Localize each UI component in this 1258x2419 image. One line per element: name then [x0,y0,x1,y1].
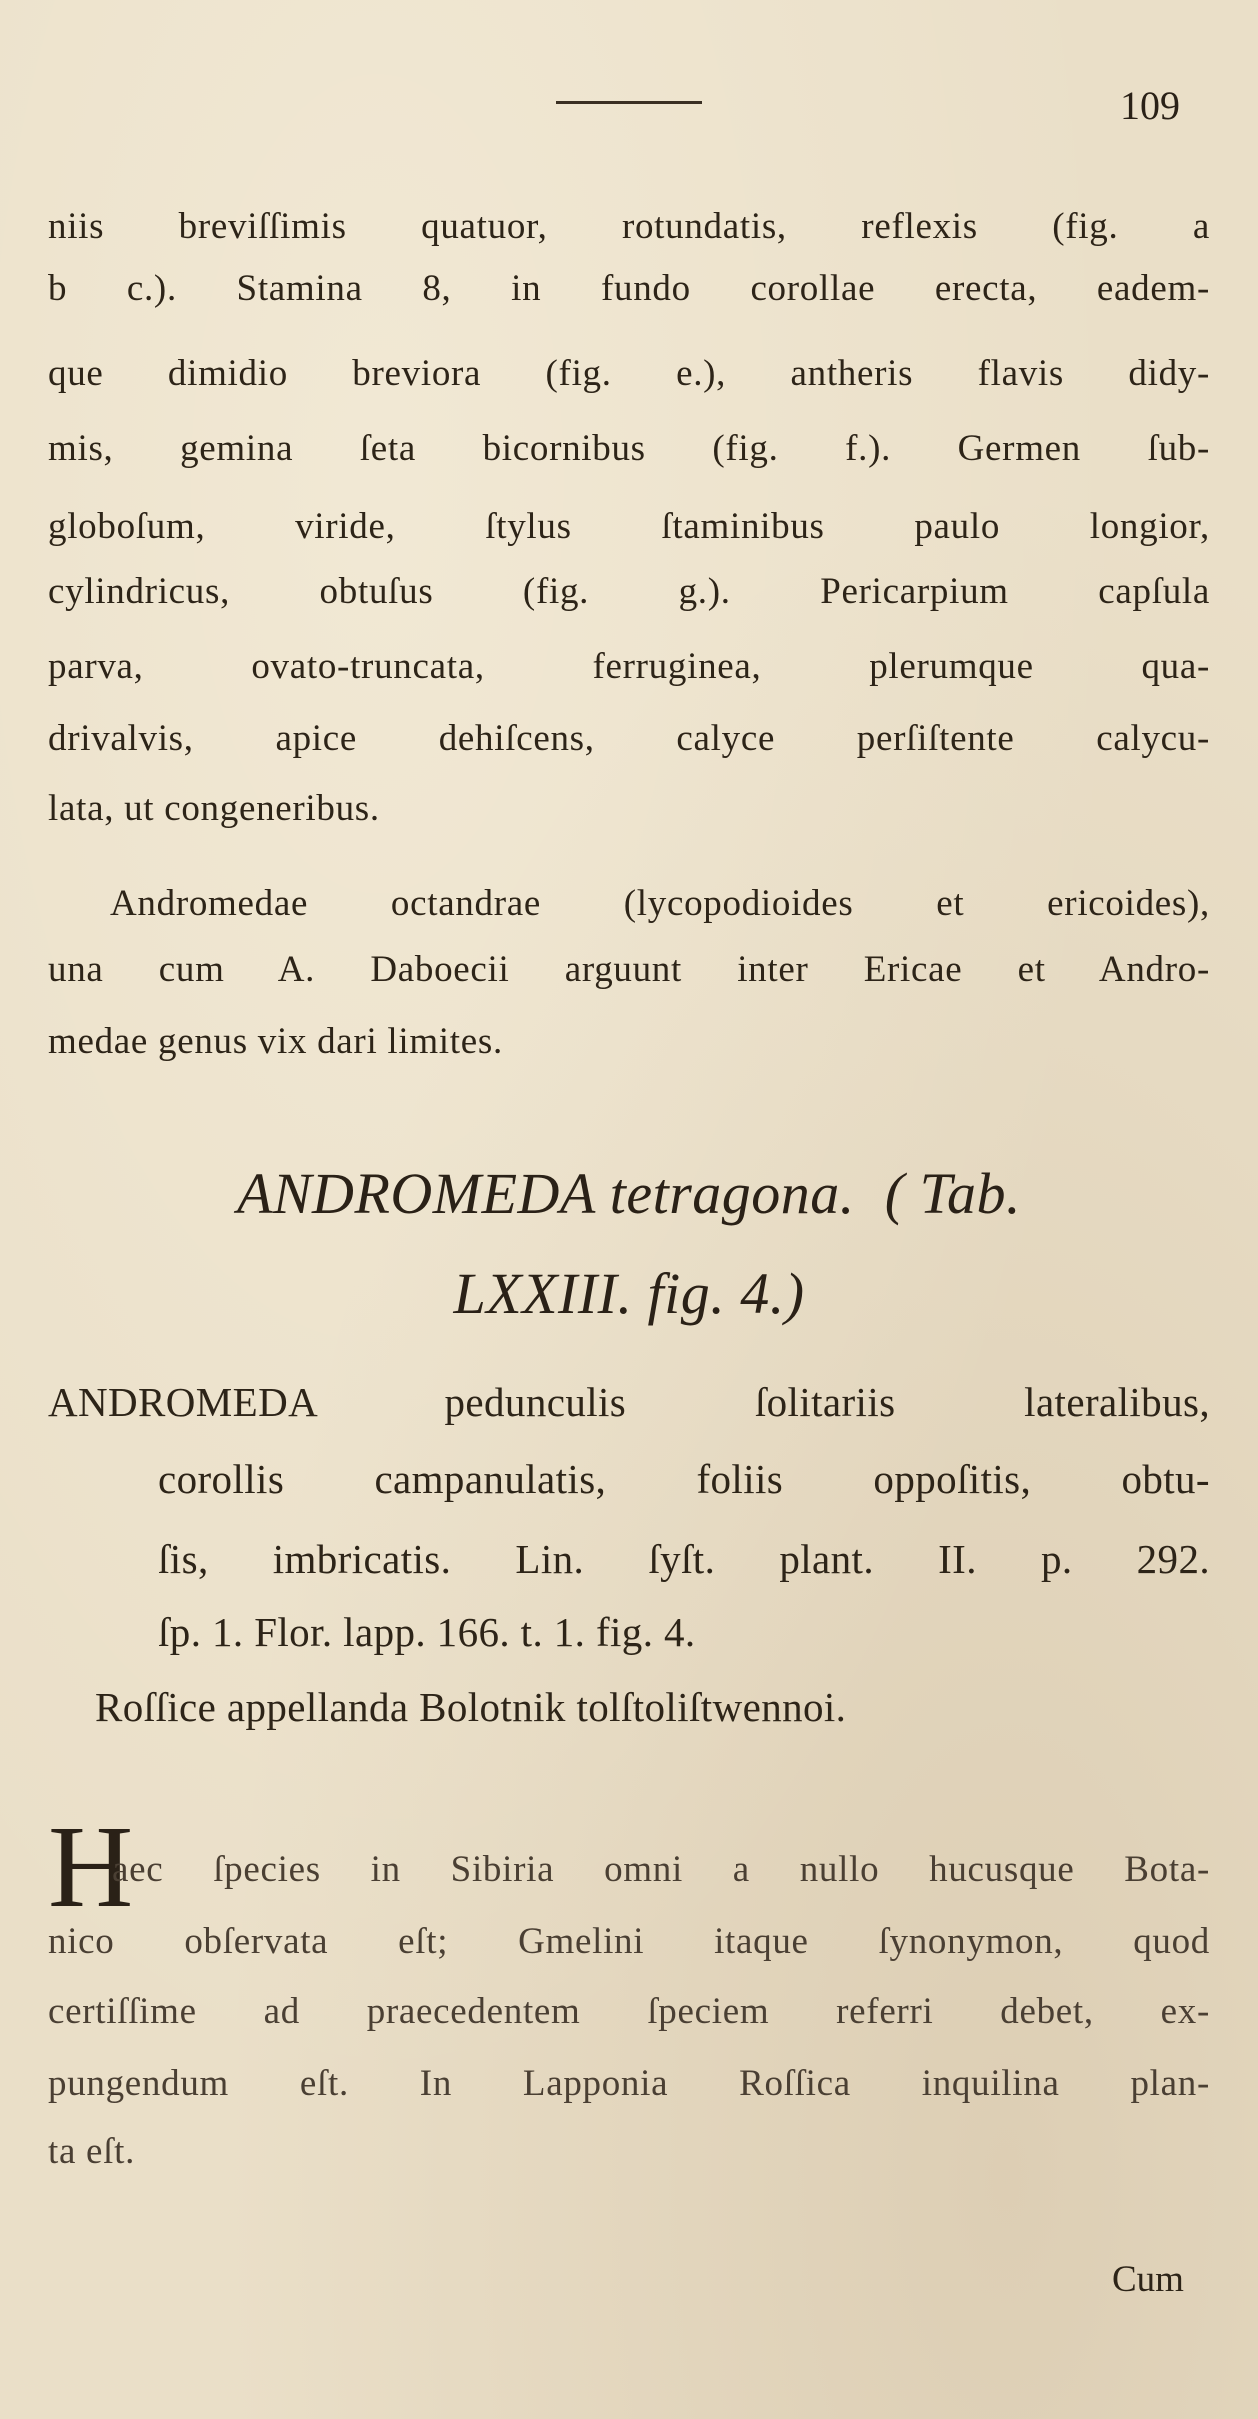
text-line: una cum A. Daboecii arguunt inter Ericae et Andro- [48,949,1210,990]
text-line: lata, ut congeneribus. [48,788,380,829]
text-line: ta eſt. [48,2131,136,2172]
text-line: Andromedae octandrae (lycopodioides et ericoides), [110,883,1210,924]
description-line: ſp. 1. Flor. lapp. 166. t. 1. fig. 4. [158,1609,696,1655]
text-line: medae genus vix dari limites. [48,1021,503,1062]
description-line: corollis campanulatis, foliis oppoſitis, obtu- [158,1456,1210,1502]
text-line: niis breviſſimis quatuor, rotundatis, reflexis (fig. a [48,206,1210,247]
description-line: ANDROMEDA pedunculis ſolitariis lateralibus, [48,1379,1210,1425]
text-line: drivalvis, apice dehiſcens, calyce perſiſtente calycu- [48,718,1210,759]
text-line: pungendum eſt. In Lapponia Roſſica inquilina plan- [48,2063,1210,2104]
description-line: Roſſice appellanda Bolotnik tolſtoliſtwennoi. [95,1684,847,1730]
text-line: nico obſervata eſt; Gmelini itaque ſynonymon, quod [48,1921,1210,1962]
header-rule [556,101,702,104]
drop-cap: H [48,1801,134,1932]
text-line: aec ſpecies in Sibiria omni a nullo hucusque Bota- [112,1849,1210,1890]
catchword: Cum [1112,2259,1184,2300]
description-line: ſis, imbricatis. Lin. ſyſt. plant. II. p. 292. [158,1536,1210,1582]
text-line: globoſum, viride, ſtylus ſtaminibus paulo longior, [48,506,1210,547]
text-line: certiſſime ad praecedentem ſpeciem referri debet, ex- [48,1991,1210,2032]
text-line: mis, gemina ſeta bicornibus (fig. f.). Germen ſub- [48,428,1210,469]
text-line: que dimidio breviora (fig. e.), antheris flavis didy- [48,353,1210,394]
text-line: cylindricus, obtuſus (fig. g.). Pericarpium capſula [48,571,1210,612]
text-line: b c.). Stamina 8, in fundo corollae erecta, eadem- [48,268,1210,309]
page-number: 109 [1120,83,1180,128]
heading-line: ANDROMEDA tetragona. ( Tab. [236,1161,1022,1226]
text-line: parva, ovato-truncata, ferruginea, plerumque qua- [48,646,1210,687]
heading-line: LXXIII. fig. 4.) [453,1261,805,1326]
